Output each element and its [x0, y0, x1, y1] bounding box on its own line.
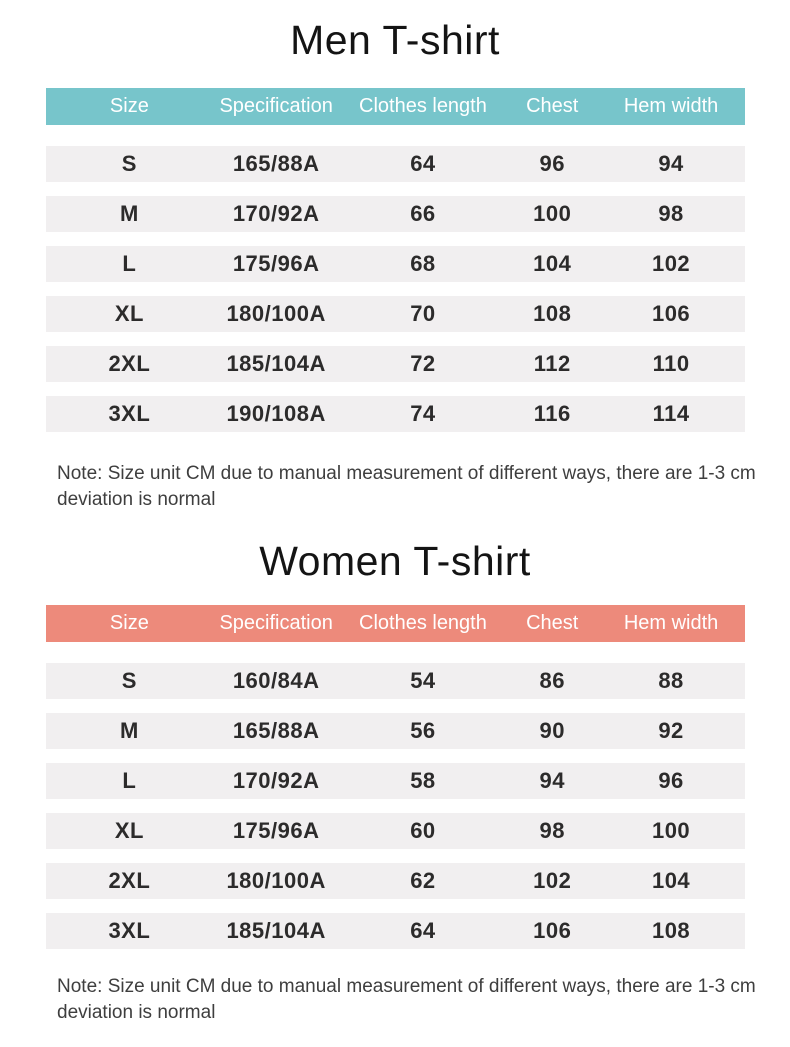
cell-size: L	[122, 768, 137, 793]
cell-specification: 175/96A	[232, 818, 320, 843]
cell-clothes-length: 60	[410, 818, 436, 843]
cell-specification: 180/100A	[226, 868, 326, 893]
cell-clothes-length: 54	[410, 668, 436, 693]
cell-chest: 106	[533, 918, 572, 943]
cell-clothes-length: 62	[410, 868, 436, 893]
column-header-chest: Chest	[526, 612, 579, 634]
cell-hem-width: 106	[651, 301, 691, 326]
note-line: deviation is normal	[57, 489, 216, 510]
cell-chest: 86	[539, 668, 565, 693]
cell-hem-width: 114	[652, 401, 690, 426]
cell-hem-width: 110	[652, 351, 690, 376]
cell-size: M	[119, 718, 139, 743]
column-header-hem-width: Hem width	[623, 95, 719, 117]
cell-size: 3XL	[108, 918, 151, 943]
cell-chest: 94	[539, 768, 565, 793]
cell-chest: 112	[533, 351, 571, 376]
table-row	[46, 146, 745, 182]
women-table-note	[57, 974, 790, 1026]
note-line: deviation is normal	[57, 1002, 216, 1023]
cell-clothes-length: 58	[410, 768, 436, 793]
men-table-note	[57, 461, 790, 513]
note-line: Note: Size unit CM due to manual measurement of different ways, there are 1-3 cm	[57, 463, 756, 484]
cell-chest: 98	[539, 818, 565, 843]
cell-specification: 185/104A	[226, 918, 326, 943]
table-row	[46, 246, 745, 282]
cell-hem-width: 98	[658, 201, 684, 226]
cell-size: 3XL	[108, 401, 151, 426]
cell-size: S	[121, 668, 137, 693]
cell-hem-width: 92	[658, 718, 684, 743]
cell-specification: 165/88A	[232, 718, 320, 743]
cell-hem-width: 102	[651, 251, 691, 276]
table-row	[46, 196, 745, 232]
cell-specification: 185/104A	[226, 351, 326, 376]
cell-chest: 100	[533, 201, 572, 226]
cell-hem-width: 104	[651, 868, 691, 893]
cell-specification: 180/100A	[226, 301, 326, 326]
table-row	[46, 663, 745, 699]
cell-chest: 108	[533, 301, 572, 326]
cell-hem-width: 108	[651, 918, 691, 943]
cell-clothes-length: 70	[410, 301, 436, 326]
table-row	[46, 346, 745, 382]
men-size-table	[46, 88, 745, 432]
column-header-specification: Specification	[219, 95, 333, 117]
women-table-title: Women T-shirt	[259, 538, 531, 584]
cell-clothes-length: 56	[410, 718, 436, 743]
cell-hem-width: 88	[658, 668, 684, 693]
cell-size: 2XL	[108, 351, 151, 376]
column-header-chest: Chest	[526, 95, 579, 117]
cell-specification: 160/84A	[232, 668, 320, 693]
cell-chest: 104	[533, 251, 572, 276]
cell-size: L	[122, 251, 137, 276]
cell-chest: 102	[533, 868, 572, 893]
cell-specification: 170/92A	[232, 201, 320, 226]
column-header-clothes-length: Clothes length	[359, 95, 487, 117]
cell-size: XL	[114, 301, 144, 326]
column-header-clothes-length: Clothes length	[359, 612, 487, 634]
cell-specification: 165/88A	[232, 151, 320, 176]
cell-chest: 96	[539, 151, 565, 176]
column-header-hem-width: Hem width	[623, 612, 719, 634]
cell-clothes-length: 72	[410, 351, 436, 376]
table-row	[46, 863, 745, 899]
men-table-title: Men T-shirt	[290, 17, 500, 63]
cell-clothes-length: 68	[410, 251, 436, 276]
table-row	[46, 296, 745, 332]
column-header-specification: Specification	[219, 612, 333, 634]
cell-clothes-length: 64	[410, 151, 436, 176]
cell-hem-width: 100	[651, 818, 691, 843]
women-table-header-row	[46, 605, 745, 642]
cell-size: 2XL	[108, 868, 151, 893]
table-row	[46, 813, 745, 849]
cell-hem-width: 94	[658, 151, 684, 176]
cell-clothes-length: 74	[410, 401, 436, 426]
cell-specification: 175/96A	[232, 251, 320, 276]
table-row	[46, 763, 745, 799]
cell-clothes-length: 64	[410, 918, 436, 943]
cell-specification: 190/108A	[226, 401, 326, 426]
note-line: Note: Size unit CM due to manual measurement of different ways, there are 1-3 cm	[57, 976, 756, 997]
cell-specification: 170/92A	[232, 768, 320, 793]
cell-hem-width: 96	[658, 768, 684, 793]
table-row	[46, 913, 745, 949]
table-row	[46, 396, 745, 432]
cell-chest: 90	[539, 718, 565, 743]
column-header-size: Size	[109, 612, 149, 634]
cell-size: S	[121, 151, 137, 176]
cell-clothes-length: 66	[410, 201, 436, 226]
men-table-header-row	[46, 88, 745, 125]
cell-size: XL	[114, 818, 144, 843]
column-header-size: Size	[109, 95, 149, 117]
table-row	[46, 713, 745, 749]
women-size-table	[46, 605, 745, 949]
cell-chest: 116	[533, 401, 571, 426]
cell-size: M	[119, 201, 139, 226]
